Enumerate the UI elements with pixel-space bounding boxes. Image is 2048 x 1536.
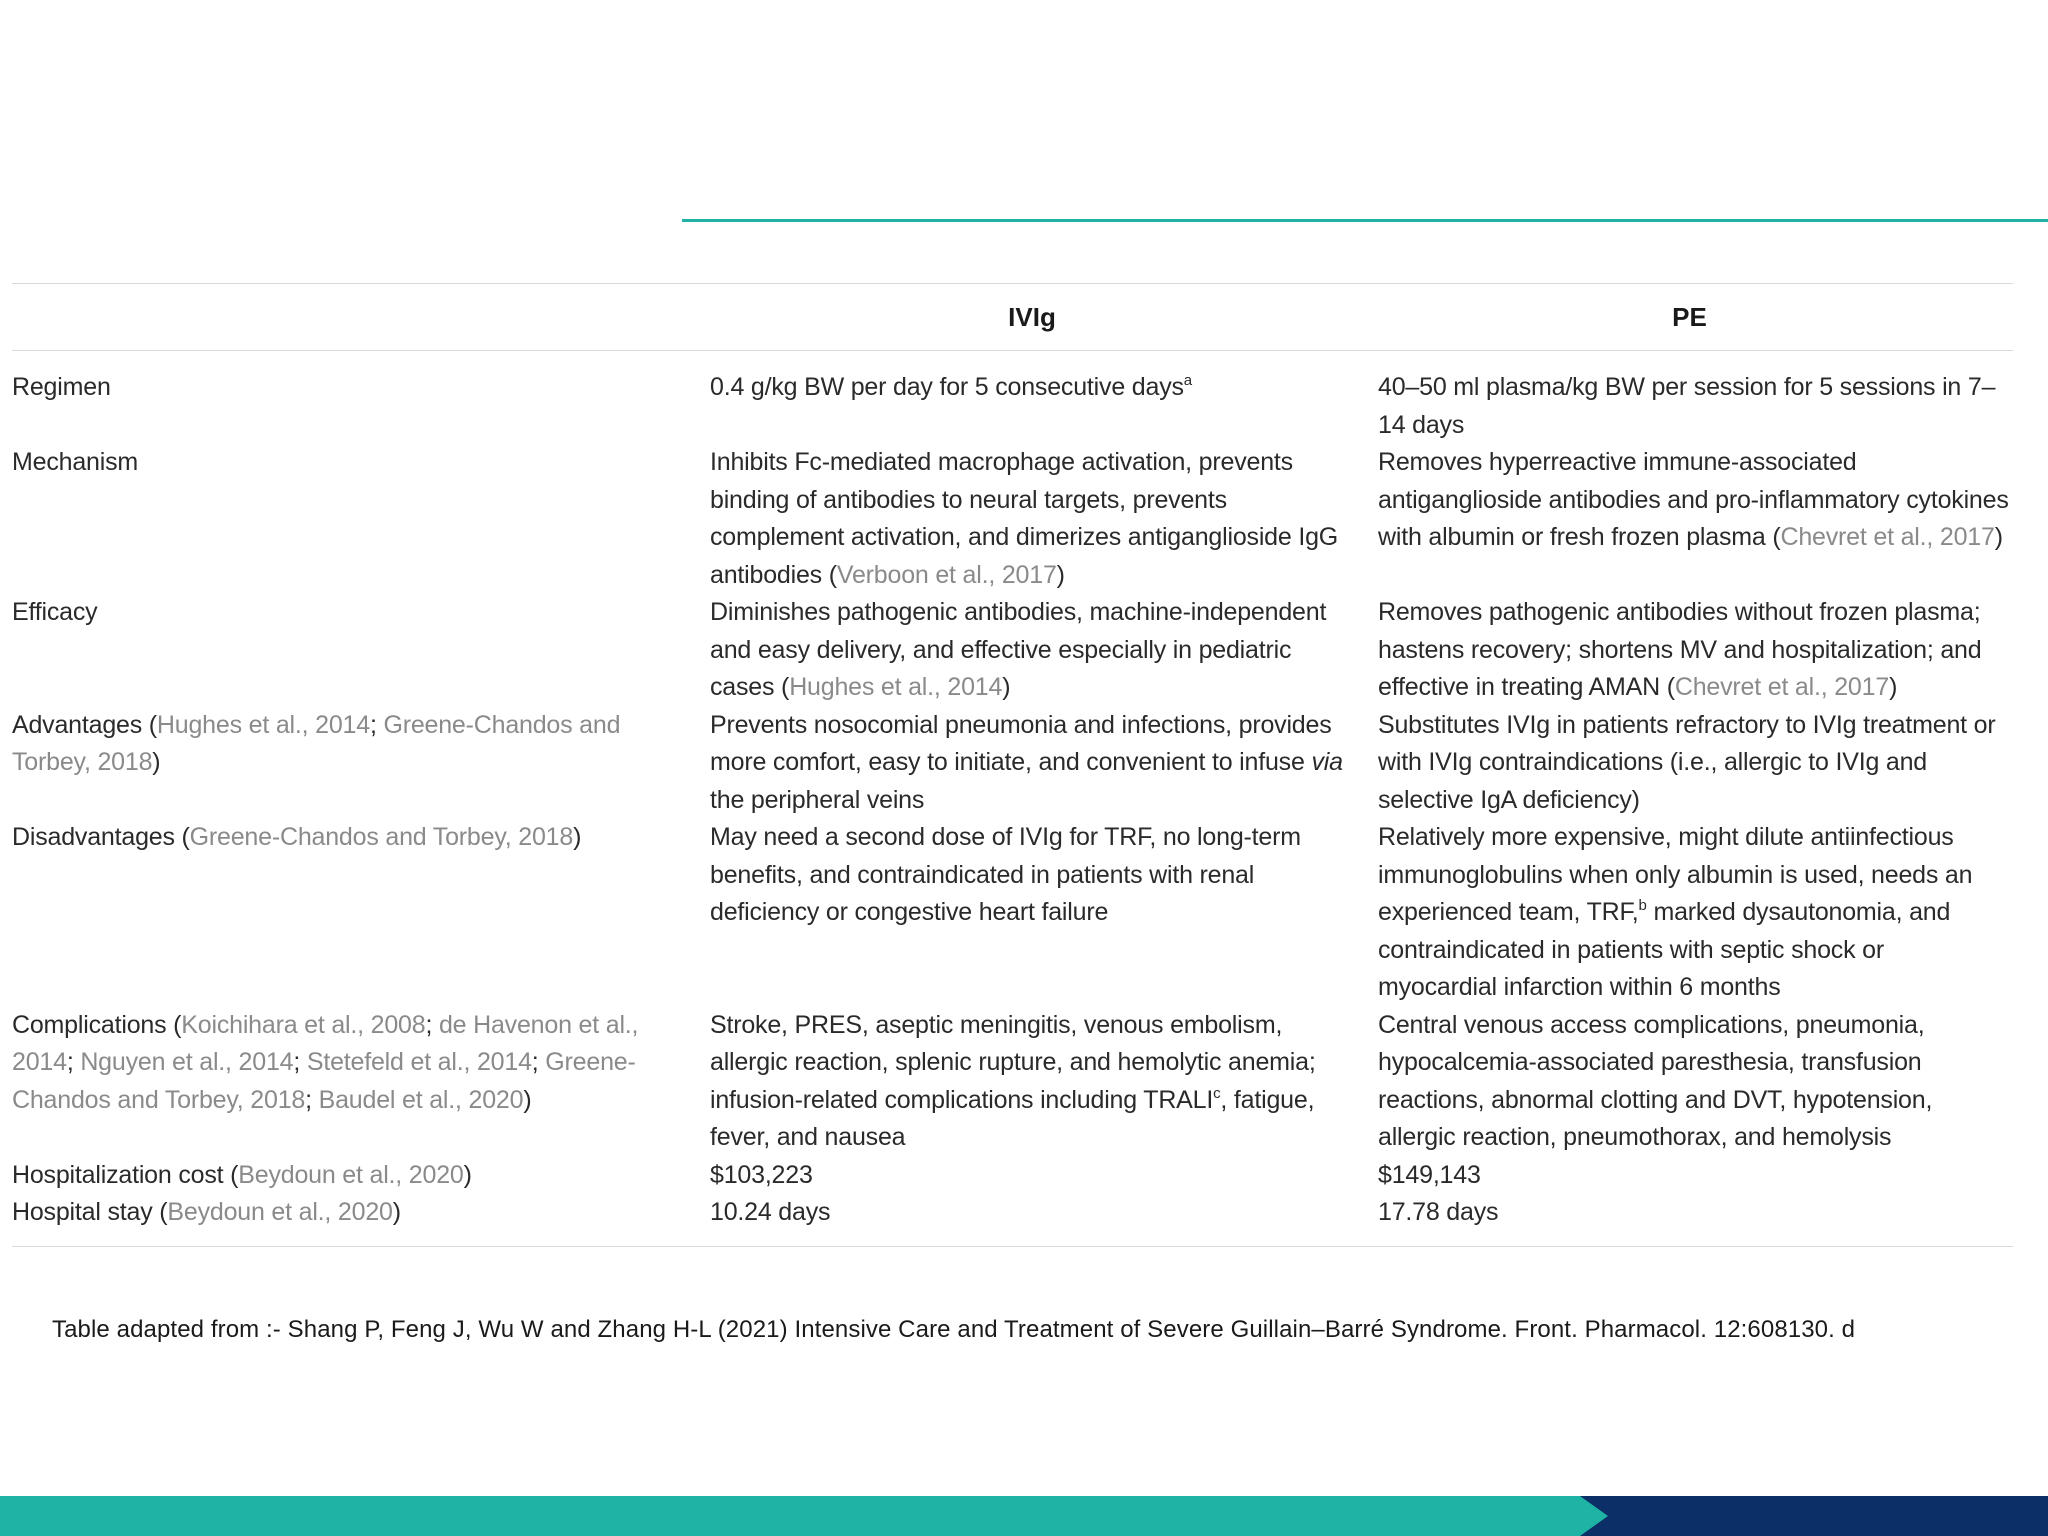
separator: ; (531, 1048, 546, 1076)
ivig-cell: 10.24 days (710, 1198, 831, 1226)
ivig-cell (698, 707, 1366, 820)
citation-link[interactable]: Baudel et al., 2020 (318, 1085, 524, 1114)
cell-text: , fatigue, fever, and nausea (710, 1085, 1315, 1151)
header-pe: PE (1672, 301, 1707, 332)
ivig-cell (698, 351, 1366, 445)
citation-link[interactable]: Hughes et al., 2014 (156, 710, 370, 739)
row-label (12, 819, 698, 1007)
separator: ; (305, 1085, 319, 1114)
comparison-table (12, 283, 2013, 1247)
cell-emphasis: via (1311, 748, 1343, 776)
header-empty (12, 284, 698, 351)
top-accent-rule (682, 219, 2048, 222)
table-row-efficacy (12, 594, 2013, 707)
row-label: Mechanism (12, 448, 139, 476)
citation-link[interactable]: Greene-Chandos and Torbey, 2018 (189, 823, 574, 851)
table-row-stay (12, 1194, 2013, 1246)
pe-cell (1366, 819, 2013, 1007)
cell-text: Removes hyperreactive immune-associated antiganglioside antibodies and pro-inflammatory cytokines with albumin or fresh frozen plasma ( (1378, 448, 2009, 551)
table-row-cost (12, 1157, 2013, 1195)
cell-text: marked dysautonomia, and contraindicated in patients with septic shock or myocardial infarction within 6 months (1378, 898, 1951, 1001)
row-label (12, 1007, 698, 1157)
row-label (12, 1157, 698, 1195)
label-text: Hospitalization cost ( (12, 1160, 239, 1189)
cell-text: ) (1002, 673, 1011, 701)
cell-text: ) (1056, 560, 1065, 589)
label-text: ) (463, 1160, 472, 1189)
label-text: ) (392, 1198, 401, 1226)
separator: ; (293, 1048, 307, 1076)
label-text: ) (152, 748, 161, 776)
table-header-row (12, 284, 2013, 351)
citation-link[interactable]: Chevret et al., 2017 (1780, 523, 1995, 551)
citation-link[interactable]: Beydoun et al., 2020 (238, 1160, 464, 1189)
separator: ; (425, 1010, 439, 1039)
cell-text: Inhibits Fc-mediated macrophage activation, prevents binding of antibodies to neural targets, prevents complement activation, and dimerizes antiganglioside IgG antibodies ( (710, 448, 1339, 589)
pe-cell: Central venous access complications, pneumonia, hypocalcemia-associated paresthesia, transfusion reactions, abnormal clotting and DVT, hypotension, allergic reaction, pneumothorax, and hemolysis (1378, 1010, 1933, 1151)
header-ivig: IVIg (1008, 301, 1056, 332)
cell-text: Stroke, PRES, aseptic meningitis, venous embolism, allergic reaction, splenic rupture, and hemolytic anemia; infusion-related complications including TRALI (710, 1010, 1316, 1114)
footnote-marker: c (1213, 1084, 1221, 1102)
cell-text: Removes pathogenic antibodies without frozen plasma; hastens recovery; shortens MV and hospitalization; and effective in treating AMAN ( (1378, 598, 1982, 701)
label-text: ) (523, 1085, 532, 1114)
label-text: ) (573, 823, 582, 851)
citation-link[interactable]: Verboon et al., 2017 (836, 560, 1057, 589)
cell-text: Diminishes pathogenic antibodies, machine-independent and easy delivery, and effective especially in pediatric cases ( (710, 598, 1327, 701)
cell-text: the peripheral veins (710, 785, 925, 814)
table-row-complications (12, 1007, 2013, 1157)
table-row-regimen (12, 351, 2013, 445)
label-text: Disadvantages ( (12, 823, 190, 851)
cell-text: ) (1889, 673, 1898, 701)
ivig-cell: May need a second dose of IVIg for TRF, no long-term benefits, and contraindicated in patients with renal deficiency or congestive heart failure (710, 823, 1301, 926)
label-text: Advantages ( (12, 710, 157, 739)
citation-link[interactable]: Beydoun et al., 2020 (167, 1198, 393, 1226)
table-row-disadvantages (12, 819, 2013, 1007)
citation-link[interactable]: Nguyen et al., 2014 (80, 1048, 294, 1076)
row-label (12, 707, 698, 820)
ivig-cell (698, 444, 1366, 594)
ivig-cell: $103,223 (710, 1160, 813, 1189)
pe-cell: Substitutes IVIg in patients refractory to IVIg treatment or with IVIg contraindications (i.e., allergic to IVIg and selective IgA deficiency) (1378, 710, 1996, 814)
source-caption: Table adapted from :- Shang P, Feng J, Wu W and Zhang H-L (2021) Intensive Care and Treatment of Severe Guillain–Barré Syndrome. Front. Pharmacol. 12:608130. d (52, 1316, 1856, 1343)
citation-link[interactable]: Stetefeld et al., 2014 (306, 1048, 532, 1076)
footnote-marker: b (1638, 897, 1647, 914)
row-label: Regimen (12, 373, 111, 401)
cell-text: Prevents nosocomial pneumonia and infections, provides more comfort, easy to initiate, and convenient to infuse (710, 710, 1332, 776)
citation-link[interactable]: Greene-Chandos and Torbey, 2018 (12, 1048, 636, 1114)
footnote-marker: a (1183, 372, 1192, 389)
row-label (12, 1194, 698, 1246)
citation-link[interactable]: Koichihara et al., 2008 (181, 1010, 426, 1039)
table-row-advantages (12, 707, 2013, 820)
pe-cell: 40–50 ml plasma/kg BW per session for 5 sessions in 7–14 days (1378, 373, 1996, 439)
ivig-cell (698, 594, 1366, 707)
label-text: Complications ( (12, 1010, 182, 1039)
separator: ; (369, 710, 384, 739)
pe-cell: 17.78 days (1378, 1198, 1499, 1226)
pe-cell (1366, 594, 2013, 707)
row-label: Efficacy (12, 598, 98, 626)
footer-chevron-shape (1580, 1496, 2048, 1536)
pe-cell (1366, 444, 2013, 594)
pe-cell: $149,143 (1378, 1160, 1481, 1189)
table-row-mechanism (12, 444, 2013, 594)
cell-text: ) (1994, 523, 2003, 551)
citation-link[interactable]: Greene-Chandos and Torbey, 2018 (12, 710, 621, 776)
cell-text: Relatively more expensive, might dilute antiinfectious immunoglobulins when only albumin is used, needs an experienced team, TRF, (1378, 823, 1973, 926)
citation-link[interactable]: Chevret et al., 2017 (1674, 673, 1890, 701)
ivig-cell (698, 1007, 1366, 1157)
separator: ; (66, 1048, 81, 1076)
label-text: Hospital stay ( (12, 1198, 168, 1226)
cell-text: 0.4 g/kg BW per day for 5 consecutive days (710, 373, 1184, 401)
citation-link[interactable]: Hughes et al., 2014 (789, 673, 1003, 701)
citation-link[interactable]: de Havenon et al., 2014 (12, 1010, 639, 1076)
